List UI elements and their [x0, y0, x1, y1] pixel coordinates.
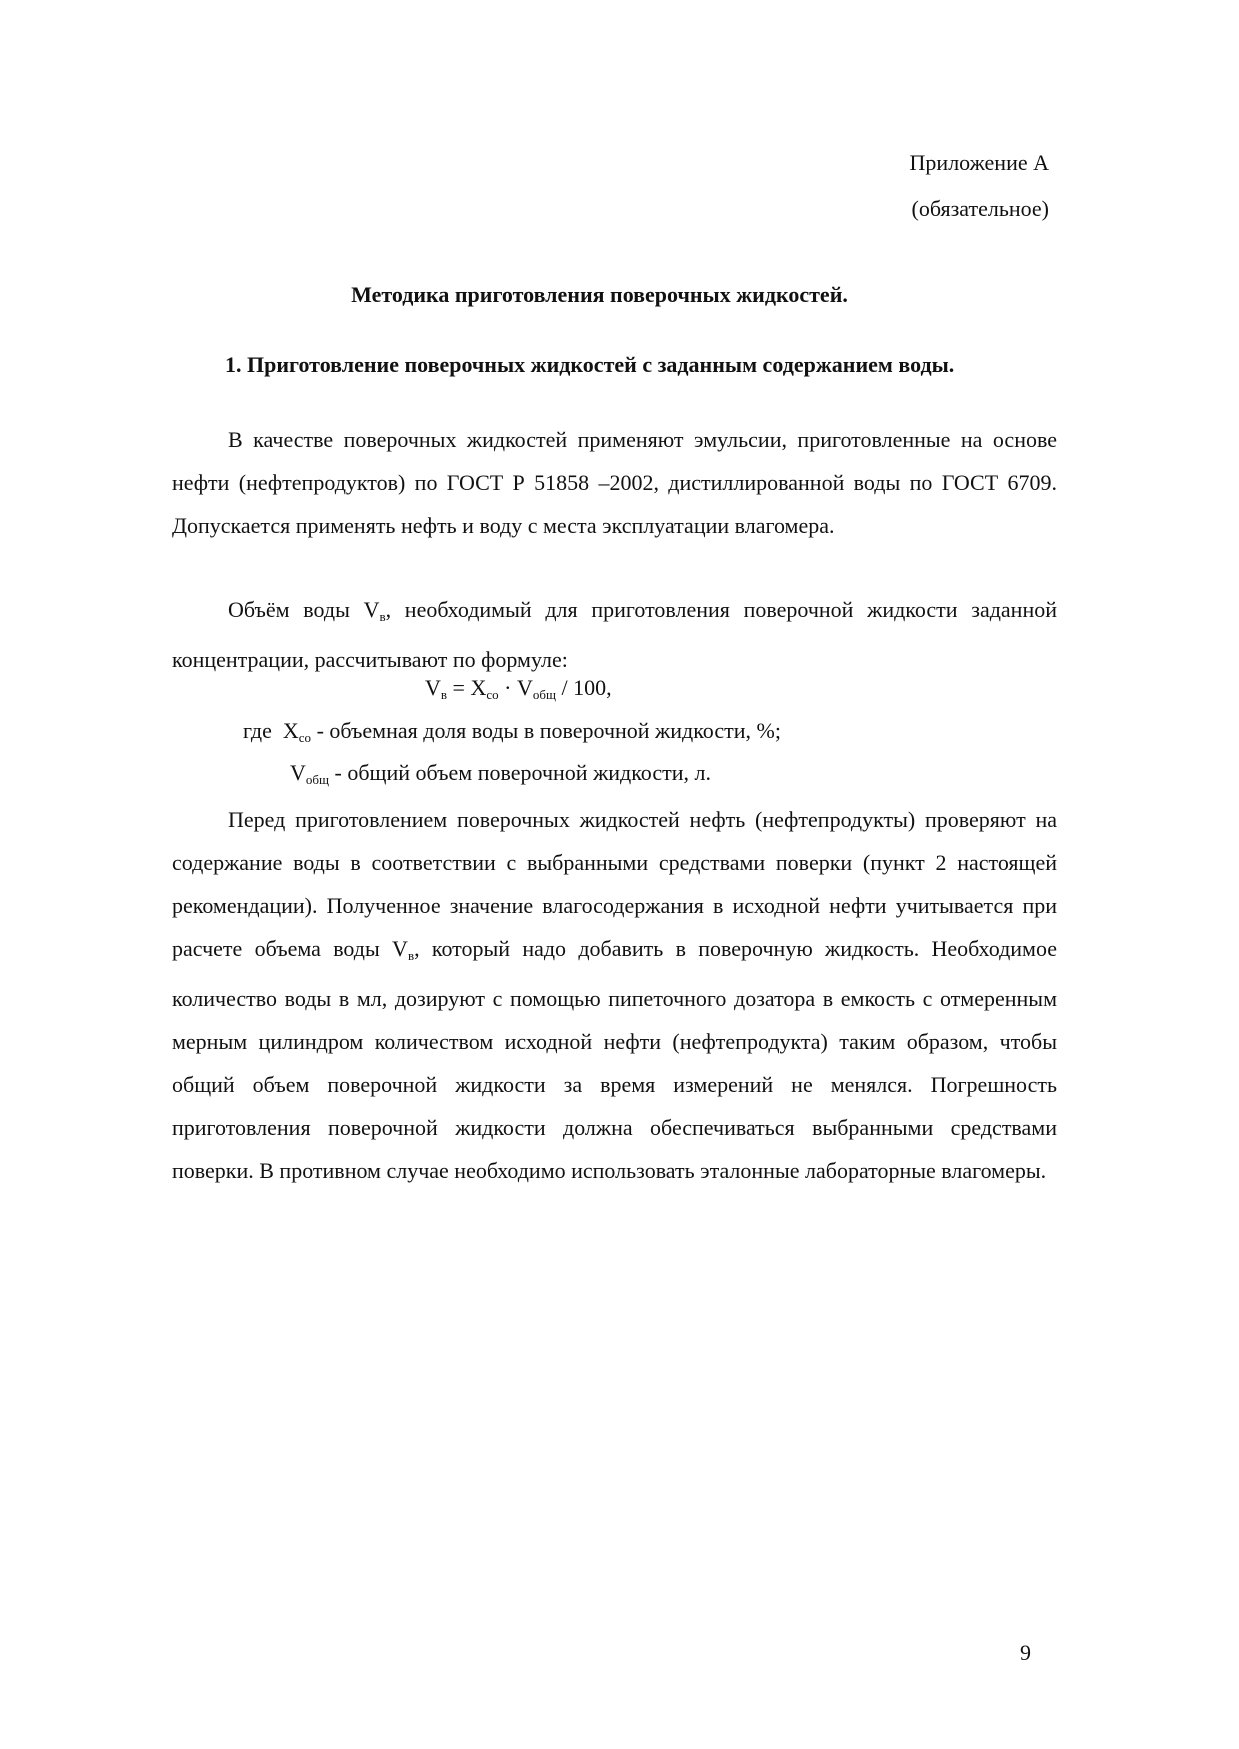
formula-subscript: в	[440, 687, 448, 702]
formula-symbol: V	[425, 675, 441, 700]
definition-text: - объемная доля воды в поверочной жидкости, %;	[311, 718, 781, 743]
section-1-heading: 1. Приготовление поверочных жидкостей с заданным содержанием воды.	[225, 352, 955, 377]
definition-symbol: V	[290, 760, 306, 785]
formula-subscript: со	[486, 687, 499, 702]
definition-item	[290, 760, 711, 788]
formula-rest: / 100,	[555, 675, 612, 700]
appendix-status: (обязательное)	[911, 196, 1049, 221]
paragraph-1-text: В качестве поверочных жидкостей применяют эмульсии, приготовленные на основе нефти (нефтепродуктов) по ГОСТ Р 51858 –2002, дистиллированной воды по ГОСТ 6709. Допускается применять нефть и воду с места эксплуатации влагомера.	[172, 427, 1057, 538]
definition-subscript: со	[298, 730, 312, 745]
definition-subscript: общ	[305, 772, 330, 787]
paragraph-1	[172, 418, 1057, 547]
paragraph-2	[172, 588, 1057, 681]
formula-operator: =	[447, 675, 471, 700]
paragraph-3-text-a: Перед приготовлением поверочных жидкостей нефть (нефтепродукты) проверяют на содержание воды в соответствии с выбранными средствами поверки (пункт 2 настоящей рекомендации). Полученное значение влагосодержания в исходной нефти учитывается при расчете объема воды V	[172, 807, 1057, 961]
appendix-label: Приложение А	[909, 150, 1049, 175]
paragraph-3	[172, 798, 1057, 1192]
subscript: в	[407, 948, 415, 963]
formula-operator: ·	[498, 675, 517, 700]
subscript: в	[379, 609, 386, 624]
formula	[425, 675, 612, 703]
formula-subscript: общ	[532, 687, 556, 702]
formula-symbol: X	[470, 675, 487, 700]
document-title: Методика приготовления поверочных жидкостей.	[351, 282, 848, 307]
page-number: 9	[1020, 1640, 1031, 1665]
definition-symbol: где X	[243, 718, 299, 743]
definition-item	[243, 718, 781, 746]
paragraph-2-text-a: Объём воды V	[228, 597, 380, 622]
definition-text: - общий объем поверочной жидкости, л.	[329, 760, 711, 785]
formula-symbol: V	[516, 675, 533, 700]
paragraph-2-text-b: , необходимый для приготовления поверочной жидкости заданной концентрации, рассчитывают по формуле:	[172, 597, 1057, 672]
paragraph-3-text-b: , который надо добавить в поверочную жидкость. Необходимое количество воды в мл, дозируют с помощью пипеточного дозатора в емкость с отмеренным мерным цилиндром количеством исходной нефти (нефтепродукта) таким образом, чтобы общий объем поверочной жидкости за время измерений не менялся. Погрешность приготовления поверочной жидкости должна обеспечиваться выбранными средствами поверки. В противном случае необходимо использовать эталонные лабораторные влагомеры.	[172, 936, 1057, 1183]
